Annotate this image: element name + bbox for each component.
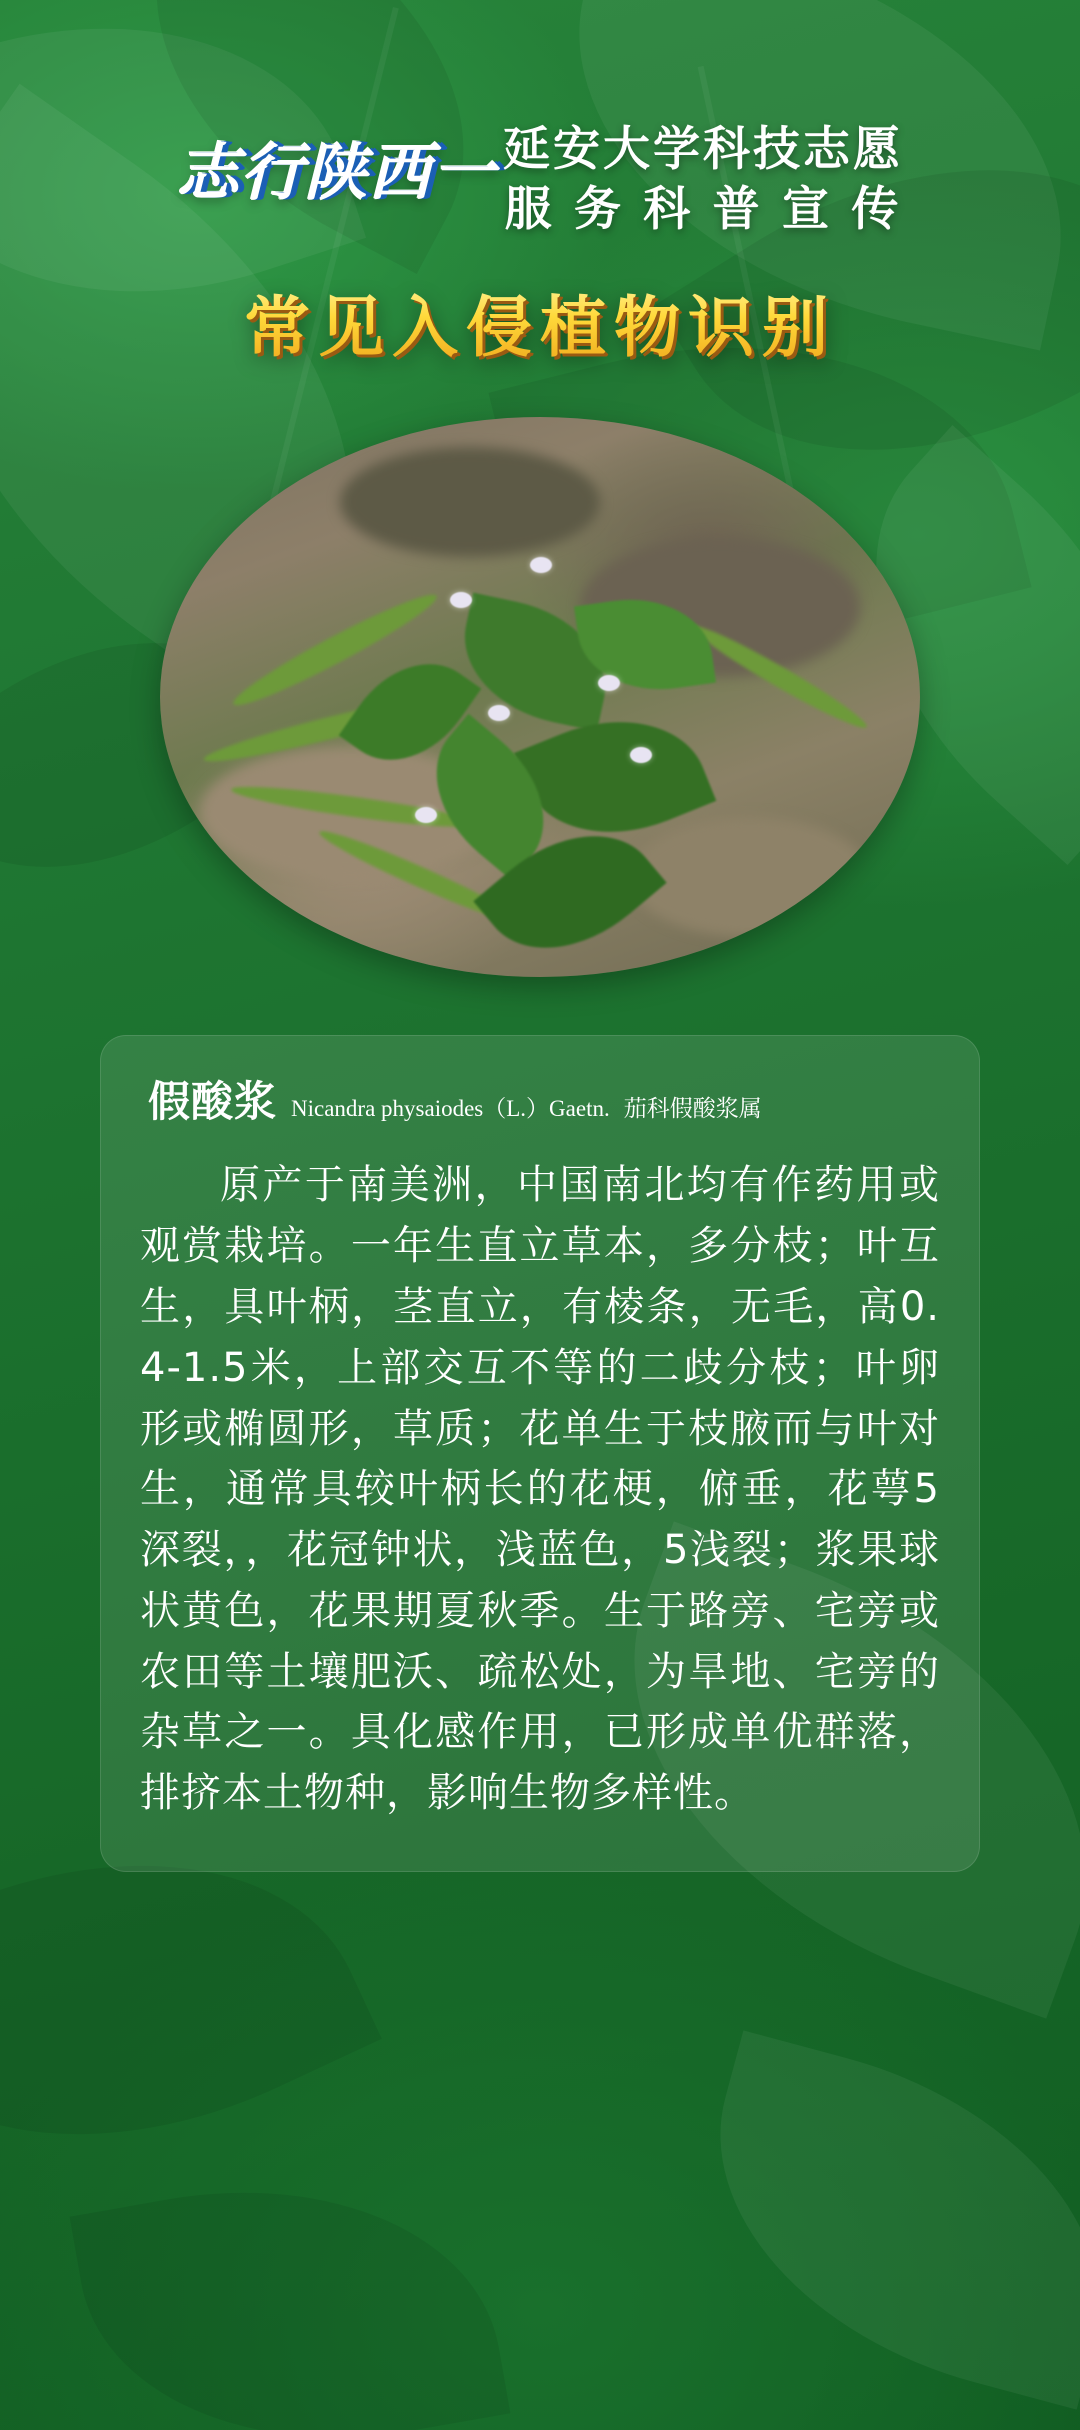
sub-title-line-1: 延安大学科技志愿	[503, 122, 903, 177]
leaf-decoration-icon	[671, 2030, 1080, 2409]
species-latin-name: Nicandra physaiodes（L.）Gaetn.	[291, 1096, 610, 1122]
soil-patch	[340, 447, 600, 557]
plant-photo	[160, 417, 920, 977]
species-chinese-name: 假酸浆	[148, 1077, 278, 1127]
species-description: 原产于南美洲，中国南北均有作药用或观赏栽培。一年生直立草本，多分枝；叶互生，具叶柄，茎直立，有棱条，无毛，高0.4-1.5米，上部交互不等的二歧分枝；叶卵形或椭圆形，草质；花单生于枝腋而与叶对生，通常具较叶柄长的花梗，俯垂，花萼5深裂，，花冠钟状，浅蓝色，5浅裂；浆果球状黄色，花果期夏秋季。生于路旁、宅旁或农田等土壤肥沃、疏松处，为旱地、宅旁的杂草之一。具化感作用，已形成单优群落，排挤本土物种，影响生物多样性。	[140, 1162, 940, 1817]
title-row	[0, 120, 1080, 240]
leaf-decoration-icon	[70, 2147, 511, 2430]
flower	[488, 705, 510, 721]
photo-container	[160, 417, 920, 977]
species-heading	[140, 1069, 940, 1129]
main-title: 志行陕西一	[176, 136, 497, 209]
flower	[598, 675, 620, 691]
soil-patch	[630, 817, 870, 937]
banner-title: 常见入侵植物识别	[244, 274, 836, 369]
flower	[530, 557, 552, 573]
sub-title-line-2: 服 务 科 普 宣 传	[504, 182, 902, 238]
poster-header	[0, 0, 1080, 369]
species-family-genus: 茄科假酸浆属	[623, 1096, 762, 1123]
sub-title-block	[503, 120, 903, 240]
banner	[0, 274, 1080, 369]
species-card	[100, 1035, 980, 1872]
flower	[450, 592, 472, 608]
